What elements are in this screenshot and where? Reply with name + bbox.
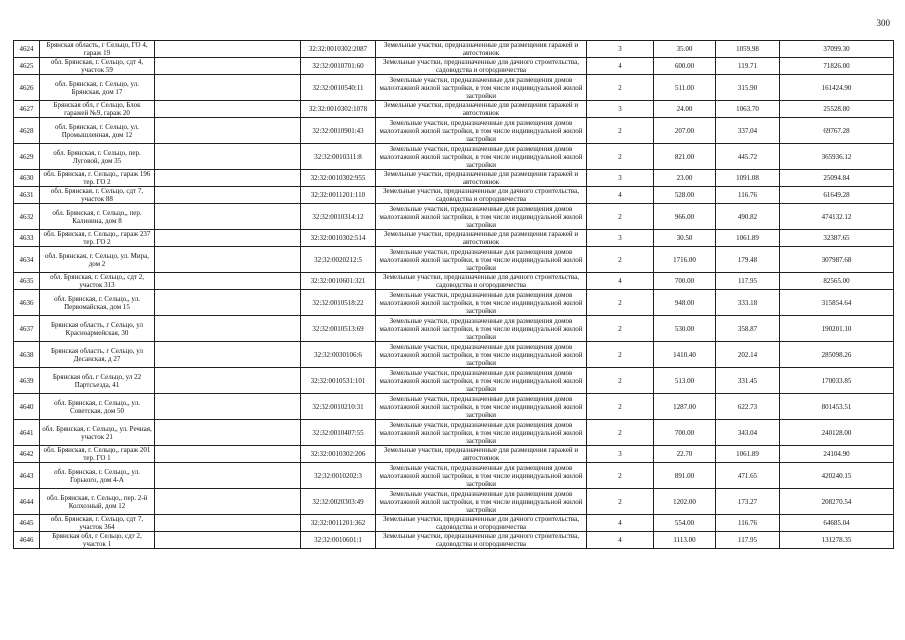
empty-cell xyxy=(155,290,301,316)
table-row xyxy=(14,368,894,394)
empty-cell xyxy=(155,316,301,342)
table-row xyxy=(14,204,894,230)
cadastral-number-cell: 32:32:0010601:321 xyxy=(301,273,376,290)
cadastral-value-cell: 474132.12 xyxy=(780,204,894,230)
specific-value-cell: 173.27 xyxy=(716,489,780,515)
area-cell: 530.00 xyxy=(654,316,716,342)
specific-value-cell: 116.76 xyxy=(716,515,780,532)
cadastral-number-cell: 32:32:0010314:12 xyxy=(301,204,376,230)
specific-value-cell: 343.04 xyxy=(716,420,780,446)
address-cell: обл. Брянская, г. Сельцо,, гараж 237 тер. ГО 2 xyxy=(40,230,155,247)
row-number-cell: 4627 xyxy=(14,101,40,118)
cadastral-number-cell: 32:32:0011201:110 xyxy=(301,187,376,204)
cadastral-number-cell: 32:32:0010540:11 xyxy=(301,75,376,101)
address-cell: обл. Брянская, г. Сельцо, пер. Луговой, дом 35 xyxy=(40,144,155,170)
specific-value-cell: 337.04 xyxy=(716,118,780,144)
table-row xyxy=(14,58,894,75)
land-use-cell: Земельные участки, предназначенные для размещения гаражей и автостоянок xyxy=(376,230,587,247)
address-cell: обл. Брянская, г. Сельцо,, гараж 201 тер. ГО 1 xyxy=(40,446,155,463)
area-cell: 600.00 xyxy=(654,58,716,75)
empty-cell xyxy=(155,463,301,489)
group-cell: 2 xyxy=(587,247,654,273)
row-number-cell: 4646 xyxy=(14,532,40,549)
address-cell: Брянская обл, г Сельцо, ул 22 Партсъезда, 41 xyxy=(40,368,155,394)
specific-value-cell: 1059.98 xyxy=(716,41,780,58)
row-number-cell: 4635 xyxy=(14,273,40,290)
cadastral-number-cell: 32:32:0010407:55 xyxy=(301,420,376,446)
area-cell: 554.00 xyxy=(654,515,716,532)
area-cell: 24.00 xyxy=(654,101,716,118)
table-row xyxy=(14,118,894,144)
cadastral-number-cell: 32:32:0010202:3 xyxy=(301,463,376,489)
empty-cell xyxy=(155,230,301,247)
land-use-cell: Земельные участки, предназначенные для размещения домов малоэтажной жилой застройки, в том числе индивидуальной жилой застройки xyxy=(376,316,587,342)
row-number-cell: 4636 xyxy=(14,290,40,316)
table-row xyxy=(14,446,894,463)
area-cell: 207.00 xyxy=(654,118,716,144)
empty-cell xyxy=(155,144,301,170)
land-use-cell: Земельные участки, предназначенные для размещения домов малоэтажной жилой застройки, в том числе индивидуальной жилой застройки xyxy=(376,247,587,273)
cadastral-value-cell: 285098.26 xyxy=(780,342,894,368)
row-number-cell: 4645 xyxy=(14,515,40,532)
empty-cell xyxy=(155,247,301,273)
cadastral-value-cell: 190201.10 xyxy=(780,316,894,342)
table-row xyxy=(14,394,894,420)
group-cell: 2 xyxy=(587,394,654,420)
table-row xyxy=(14,489,894,515)
address-cell: Брянская область, г Сельцо, ул Красноармейская, 30 xyxy=(40,316,155,342)
address-cell: обл. Брянская, г. Сельцо,, сдт 2, участок 313 xyxy=(40,273,155,290)
area-cell: 513.00 xyxy=(654,368,716,394)
row-number-cell: 4634 xyxy=(14,247,40,273)
cadastral-number-cell: 32:32:0010302:514 xyxy=(301,230,376,247)
cadastral-value-cell: 64685.04 xyxy=(780,515,894,532)
row-number-cell: 4629 xyxy=(14,144,40,170)
specific-value-cell: 179.48 xyxy=(716,247,780,273)
cadastral-number-cell: 32:32:0030106:6 xyxy=(301,342,376,368)
table-row xyxy=(14,230,894,247)
cadastral-value-cell: 131278.35 xyxy=(780,532,894,549)
group-cell: 3 xyxy=(587,101,654,118)
empty-cell xyxy=(155,118,301,144)
land-use-cell: Земельные участки, предназначенные для размещения гаражей и автостоянок xyxy=(376,446,587,463)
land-use-cell: Земельные участки, предназначенные для дачного строительства, садоводства и огородничества xyxy=(376,58,587,75)
cadastral-number-cell: 32:32:0011201:362 xyxy=(301,515,376,532)
table-row xyxy=(14,75,894,101)
area-cell: 948.00 xyxy=(654,290,716,316)
table-body xyxy=(14,41,894,549)
group-cell: 2 xyxy=(587,75,654,101)
cadastral-number-cell: 32:32:0010531:101 xyxy=(301,368,376,394)
specific-value-cell: 1061.89 xyxy=(716,446,780,463)
area-cell: 511.00 xyxy=(654,75,716,101)
cadastral-value-cell: 170033.85 xyxy=(780,368,894,394)
table-row xyxy=(14,420,894,446)
land-use-cell: Земельные участки, предназначенные для размещения домов малоэтажной жилой застройки, в том числе индивидуальной жилой застройки xyxy=(376,75,587,101)
cadastral-number-cell: 32:32:0010210:31 xyxy=(301,394,376,420)
cadastral-value-cell: 24104.90 xyxy=(780,446,894,463)
cadastral-value-cell: 365936.12 xyxy=(780,144,894,170)
group-cell: 2 xyxy=(587,144,654,170)
cadastral-number-cell: 32:32:0010302:2087 xyxy=(301,41,376,58)
area-cell: 1113.00 xyxy=(654,532,716,549)
cadastral-number-cell: 32:32:0010518:22 xyxy=(301,290,376,316)
cadastral-value-cell: 37099.30 xyxy=(780,41,894,58)
land-use-cell: Земельные участки, предназначенные для размещения домов малоэтажной жилой застройки, в том числе индивидуальной жилой застройки xyxy=(376,394,587,420)
area-cell: 22.70 xyxy=(654,446,716,463)
specific-value-cell: 1091.08 xyxy=(716,170,780,187)
table-row xyxy=(14,316,894,342)
area-cell: 1716.00 xyxy=(654,247,716,273)
specific-value-cell: 1061.89 xyxy=(716,230,780,247)
cadastral-number-cell: 32:32:0020212:5 xyxy=(301,247,376,273)
address-cell: обл. Брянская, г. Сельцо,, ул. Речная, участок 21 xyxy=(40,420,155,446)
table-row xyxy=(14,463,894,489)
area-cell: 30.50 xyxy=(654,230,716,247)
specific-value-cell: 622.73 xyxy=(716,394,780,420)
row-number-cell: 4638 xyxy=(14,342,40,368)
group-cell: 2 xyxy=(587,489,654,515)
group-cell: 2 xyxy=(587,342,654,368)
table-row xyxy=(14,515,894,532)
land-use-cell: Земельные участки, предназначенные для дачного строительства, садоводства и огородничества xyxy=(376,273,587,290)
specific-value-cell: 445.72 xyxy=(716,144,780,170)
address-cell: Брянская область, г Сельцо, ГО 4, гараж 19 xyxy=(40,41,155,58)
row-number-cell: 4626 xyxy=(14,75,40,101)
page-number: 300 xyxy=(876,18,890,28)
group-cell: 3 xyxy=(587,446,654,463)
address-cell: Брянская обл, г Сельцо, сдт 2, участок 1 xyxy=(40,532,155,549)
empty-cell xyxy=(155,41,301,58)
land-use-cell: Земельные участки, предназначенные для размещения домов малоэтажной жилой застройки, в том числе индивидуальной жилой застройки xyxy=(376,118,587,144)
group-cell: 2 xyxy=(587,316,654,342)
row-number-cell: 4625 xyxy=(14,58,40,75)
table-row xyxy=(14,144,894,170)
empty-cell xyxy=(155,515,301,532)
specific-value-cell: 315.90 xyxy=(716,75,780,101)
area-cell: 528.00 xyxy=(654,187,716,204)
empty-cell xyxy=(155,368,301,394)
table-row xyxy=(14,290,894,316)
area-cell: 1202.00 xyxy=(654,489,716,515)
area-cell: 1410.40 xyxy=(654,342,716,368)
row-number-cell: 4643 xyxy=(14,463,40,489)
cadastral-number-cell: 32:32:0010302:955 xyxy=(301,170,376,187)
specific-value-cell: 119.71 xyxy=(716,58,780,75)
address-cell: Брянская область, г Сельцо, ул Десанская, д 27 xyxy=(40,342,155,368)
address-cell: обл. Брянская, г. Сельцо, ул. Мира, дом 2 xyxy=(40,247,155,273)
specific-value-cell: 490.82 xyxy=(716,204,780,230)
group-cell: 2 xyxy=(587,420,654,446)
address-cell: обл. Брянская, г. Сельцо,, ул. Горького, дом 4-А xyxy=(40,463,155,489)
cadastral-value-cell: 82565.00 xyxy=(780,273,894,290)
group-cell: 4 xyxy=(587,515,654,532)
row-number-cell: 4624 xyxy=(14,41,40,58)
land-plots-table xyxy=(13,40,894,549)
group-cell: 4 xyxy=(587,273,654,290)
address-cell: Брянская обл, г Сельцо, Блок гаражей №9, гараж 20 xyxy=(40,101,155,118)
area-cell: 1287.00 xyxy=(654,394,716,420)
cadastral-number-cell: 32:32:0010513:69 xyxy=(301,316,376,342)
specific-value-cell: 333.18 xyxy=(716,290,780,316)
group-cell: 2 xyxy=(587,118,654,144)
row-number-cell: 4641 xyxy=(14,420,40,446)
land-use-cell: Земельные участки, предназначенные для размещения домов малоэтажной жилой застройки, в том числе индивидуальной жилой застройки xyxy=(376,290,587,316)
cadastral-value-cell: 420240.15 xyxy=(780,463,894,489)
area-cell: 821.00 xyxy=(654,144,716,170)
empty-cell xyxy=(155,170,301,187)
group-cell: 3 xyxy=(587,170,654,187)
specific-value-cell: 117.95 xyxy=(716,273,780,290)
area-cell: 891.00 xyxy=(654,463,716,489)
land-use-cell: Земельные участки, предназначенные для дачного строительства, садоводства и огородничества xyxy=(376,532,587,549)
specific-value-cell: 1063.70 xyxy=(716,101,780,118)
empty-cell xyxy=(155,342,301,368)
cadastral-number-cell: 32:32:0010701:60 xyxy=(301,58,376,75)
land-use-cell: Земельные участки, предназначенные для размещения домов малоэтажной жилой застройки, в том числе индивидуальной жилой застройки xyxy=(376,489,587,515)
specific-value-cell: 358.87 xyxy=(716,316,780,342)
empty-cell xyxy=(155,489,301,515)
cadastral-number-cell: 32:32:0010311:8 xyxy=(301,144,376,170)
address-cell: обл. Брянская, г. Сельцо,, пер. 2-й Колхозный, дом 12 xyxy=(40,489,155,515)
address-cell: обл. Брянская, г. Сельцо, ул. Брянская, дом 17 xyxy=(40,75,155,101)
specific-value-cell: 331.45 xyxy=(716,368,780,394)
empty-cell xyxy=(155,75,301,101)
cadastral-number-cell: 32:32:0010601:1 xyxy=(301,532,376,549)
empty-cell xyxy=(155,101,301,118)
table-row xyxy=(14,41,894,58)
empty-cell xyxy=(155,394,301,420)
empty-cell xyxy=(155,204,301,230)
table-row xyxy=(14,532,894,549)
area-cell: 35.00 xyxy=(654,41,716,58)
address-cell: обл. Брянская, г. Сельцо, сдт 4, участок 59 xyxy=(40,58,155,75)
row-number-cell: 4640 xyxy=(14,394,40,420)
row-number-cell: 4630 xyxy=(14,170,40,187)
area-cell: 700.00 xyxy=(654,420,716,446)
group-cell: 4 xyxy=(587,187,654,204)
address-cell: обл. Брянская, г. Сельцо,, ул. Первомайская, дом 15 xyxy=(40,290,155,316)
specific-value-cell: 471.65 xyxy=(716,463,780,489)
empty-cell xyxy=(155,420,301,446)
row-number-cell: 4644 xyxy=(14,489,40,515)
cadastral-number-cell: 32:32:0010302:206 xyxy=(301,446,376,463)
cadastral-value-cell: 315854.64 xyxy=(780,290,894,316)
cadastral-value-cell: 25528.80 xyxy=(780,101,894,118)
table-row xyxy=(14,101,894,118)
address-cell: обл. Брянская, г. Сельцо,, ул. Советская, дом 50 xyxy=(40,394,155,420)
address-cell: обл. Брянская, г. Сельцо,, пер. Калинина, дом 8 xyxy=(40,204,155,230)
row-number-cell: 4628 xyxy=(14,118,40,144)
land-use-cell: Земельные участки, предназначенные для размещения гаражей и автостоянок xyxy=(376,101,587,118)
address-cell: обл. Брянская, г. Сельцо, сдт 7, участок 364 xyxy=(40,515,155,532)
table-row xyxy=(14,273,894,290)
address-cell: обл. Брянская, г. Сельцо, сдт 7, участок 88 xyxy=(40,187,155,204)
group-cell: 3 xyxy=(587,41,654,58)
table-row xyxy=(14,170,894,187)
cadastral-value-cell: 801453.51 xyxy=(780,394,894,420)
area-cell: 700.00 xyxy=(654,273,716,290)
group-cell: 4 xyxy=(587,532,654,549)
cadastral-value-cell: 208270.54 xyxy=(780,489,894,515)
empty-cell xyxy=(155,273,301,290)
cadastral-value-cell: 307987.68 xyxy=(780,247,894,273)
row-number-cell: 4637 xyxy=(14,316,40,342)
table-row xyxy=(14,342,894,368)
cadastral-number-cell: 32:32:0020303:49 xyxy=(301,489,376,515)
row-number-cell: 4639 xyxy=(14,368,40,394)
land-use-cell: Земельные участки, предназначенные для размещения гаражей и автостоянок xyxy=(376,170,587,187)
group-cell: 2 xyxy=(587,204,654,230)
empty-cell xyxy=(155,532,301,549)
address-cell: обл. Брянская, г. Сельцо, ул. Промышленная, дом 12 xyxy=(40,118,155,144)
land-use-cell: Земельные участки, предназначенные для дачного строительства, садоводства и огородничества xyxy=(376,515,587,532)
cadastral-value-cell: 161424.90 xyxy=(780,75,894,101)
land-use-cell: Земельные участки, предназначенные для размещения домов малоэтажной жилой застройки, в том числе индивидуальной жилой застройки xyxy=(376,463,587,489)
table-row xyxy=(14,187,894,204)
cadastral-value-cell: 69767.28 xyxy=(780,118,894,144)
cadastral-number-cell: 32:32:0010901:43 xyxy=(301,118,376,144)
group-cell: 4 xyxy=(587,58,654,75)
cadastral-number-cell: 32:32:0010302:1078 xyxy=(301,101,376,118)
group-cell: 2 xyxy=(587,368,654,394)
group-cell: 2 xyxy=(587,463,654,489)
row-number-cell: 4642 xyxy=(14,446,40,463)
group-cell: 3 xyxy=(587,230,654,247)
area-cell: 966.00 xyxy=(654,204,716,230)
cadastral-value-cell: 25094.84 xyxy=(780,170,894,187)
row-number-cell: 4633 xyxy=(14,230,40,247)
land-use-cell: Земельные участки, предназначенные для размещения гаражей и автостоянок xyxy=(376,41,587,58)
row-number-cell: 4632 xyxy=(14,204,40,230)
land-use-cell: Земельные участки, предназначенные для размещения домов малоэтажной жилой застройки, в том числе индивидуальной жилой застройки xyxy=(376,204,587,230)
address-cell: обл. Брянская, г. Сельцо,, гараж 196 тер. ГО 2 xyxy=(40,170,155,187)
land-use-cell: Земельные участки, предназначенные для размещения домов малоэтажной жилой застройки, в том числе индивидуальной жилой застройки xyxy=(376,342,587,368)
specific-value-cell: 117.95 xyxy=(716,532,780,549)
cadastral-value-cell: 240128.00 xyxy=(780,420,894,446)
land-use-cell: Земельные участки, предназначенные для размещения домов малоэтажной жилой застройки, в том числе индивидуальной жилой застройки xyxy=(376,368,587,394)
cadastral-value-cell: 71826.00 xyxy=(780,58,894,75)
empty-cell xyxy=(155,187,301,204)
specific-value-cell: 116.76 xyxy=(716,187,780,204)
specific-value-cell: 202.14 xyxy=(716,342,780,368)
cadastral-value-cell: 61649.28 xyxy=(780,187,894,204)
cadastral-value-cell: 32387.65 xyxy=(780,230,894,247)
group-cell: 2 xyxy=(587,290,654,316)
area-cell: 23.00 xyxy=(654,170,716,187)
empty-cell xyxy=(155,58,301,75)
row-number-cell: 4631 xyxy=(14,187,40,204)
empty-cell xyxy=(155,446,301,463)
land-use-cell: Земельные участки, предназначенные для размещения домов малоэтажной жилой застройки, в том числе индивидуальной жилой застройки xyxy=(376,420,587,446)
table-row xyxy=(14,247,894,273)
land-use-cell: Земельные участки, предназначенные для размещения домов малоэтажной жилой застройки, в том числе индивидуальной жилой застройки xyxy=(376,144,587,170)
land-use-cell: Земельные участки, предназначенные для дачного строительства, садоводства и огородничества xyxy=(376,187,587,204)
